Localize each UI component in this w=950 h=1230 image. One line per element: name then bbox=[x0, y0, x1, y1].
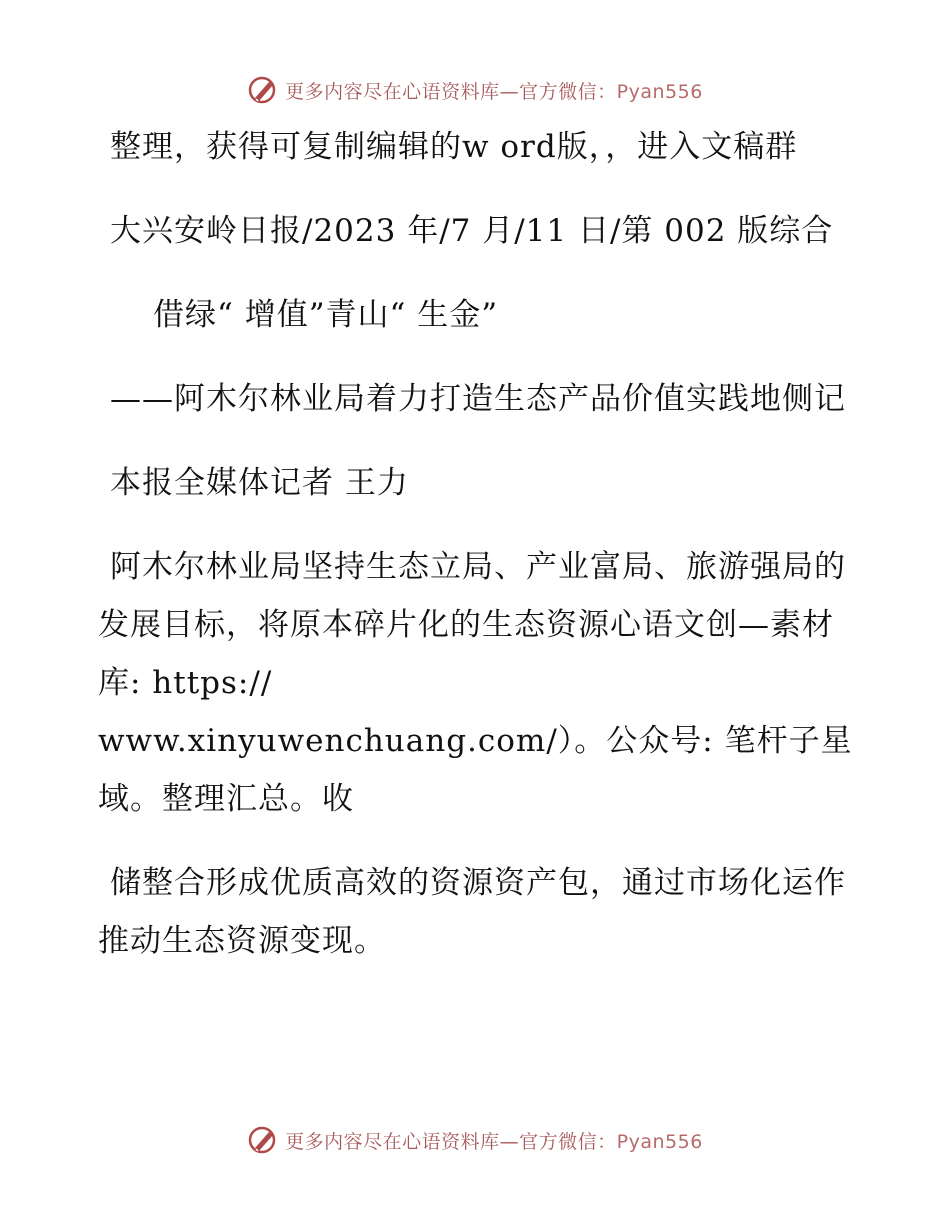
watermark-text bbox=[285, 77, 703, 104]
body-paragraph-2: 储整合形成优质高效的资源资产包，通过市场化运作推动生态资源变现。 bbox=[98, 865, 846, 959]
watermark-label: 更多内容尽在心语资料库—官方微信： bbox=[285, 80, 617, 103]
byline: 本报全媒体记者 王力 bbox=[110, 465, 409, 501]
watermark-text bbox=[285, 1127, 703, 1154]
intro-paragraph: 整理，获得可复制编辑的w ord版，，进入文稿群 bbox=[110, 129, 798, 165]
header-watermark bbox=[0, 70, 950, 110]
body-paragraph-continued: www.xinyuwenchuang.com/）。公众号: 笔杆子星域。整理汇总。收 bbox=[98, 723, 853, 817]
body-paragraph: 阿木尔林业局坚持生态立局、产业富局、旅游强局的发展目标，将原本碎片化的生态资源心语文创—素材库: https:// bbox=[98, 549, 846, 701]
watermark-label: 更多内容尽在心语资料库—官方微信： bbox=[285, 1130, 617, 1153]
publication-line: 大兴安岭日报/2023 年/7 月/11 日/第 002 版综合 bbox=[110, 213, 834, 249]
pen-nib-logo-icon bbox=[247, 74, 279, 106]
pen-nib-logo-icon bbox=[247, 1124, 279, 1156]
watermark-wechat-id: Pyan556 bbox=[616, 80, 703, 103]
footer-watermark bbox=[0, 1120, 950, 1160]
article-subtitle: ——阿木尔林业局着力打造生态产品价值实践地侧记 bbox=[110, 381, 846, 417]
watermark-wechat-id: Pyan556 bbox=[616, 1130, 703, 1153]
article-title: 借绿“ 增值”青山“ 生金” bbox=[153, 297, 499, 333]
document-body bbox=[98, 118, 858, 996]
